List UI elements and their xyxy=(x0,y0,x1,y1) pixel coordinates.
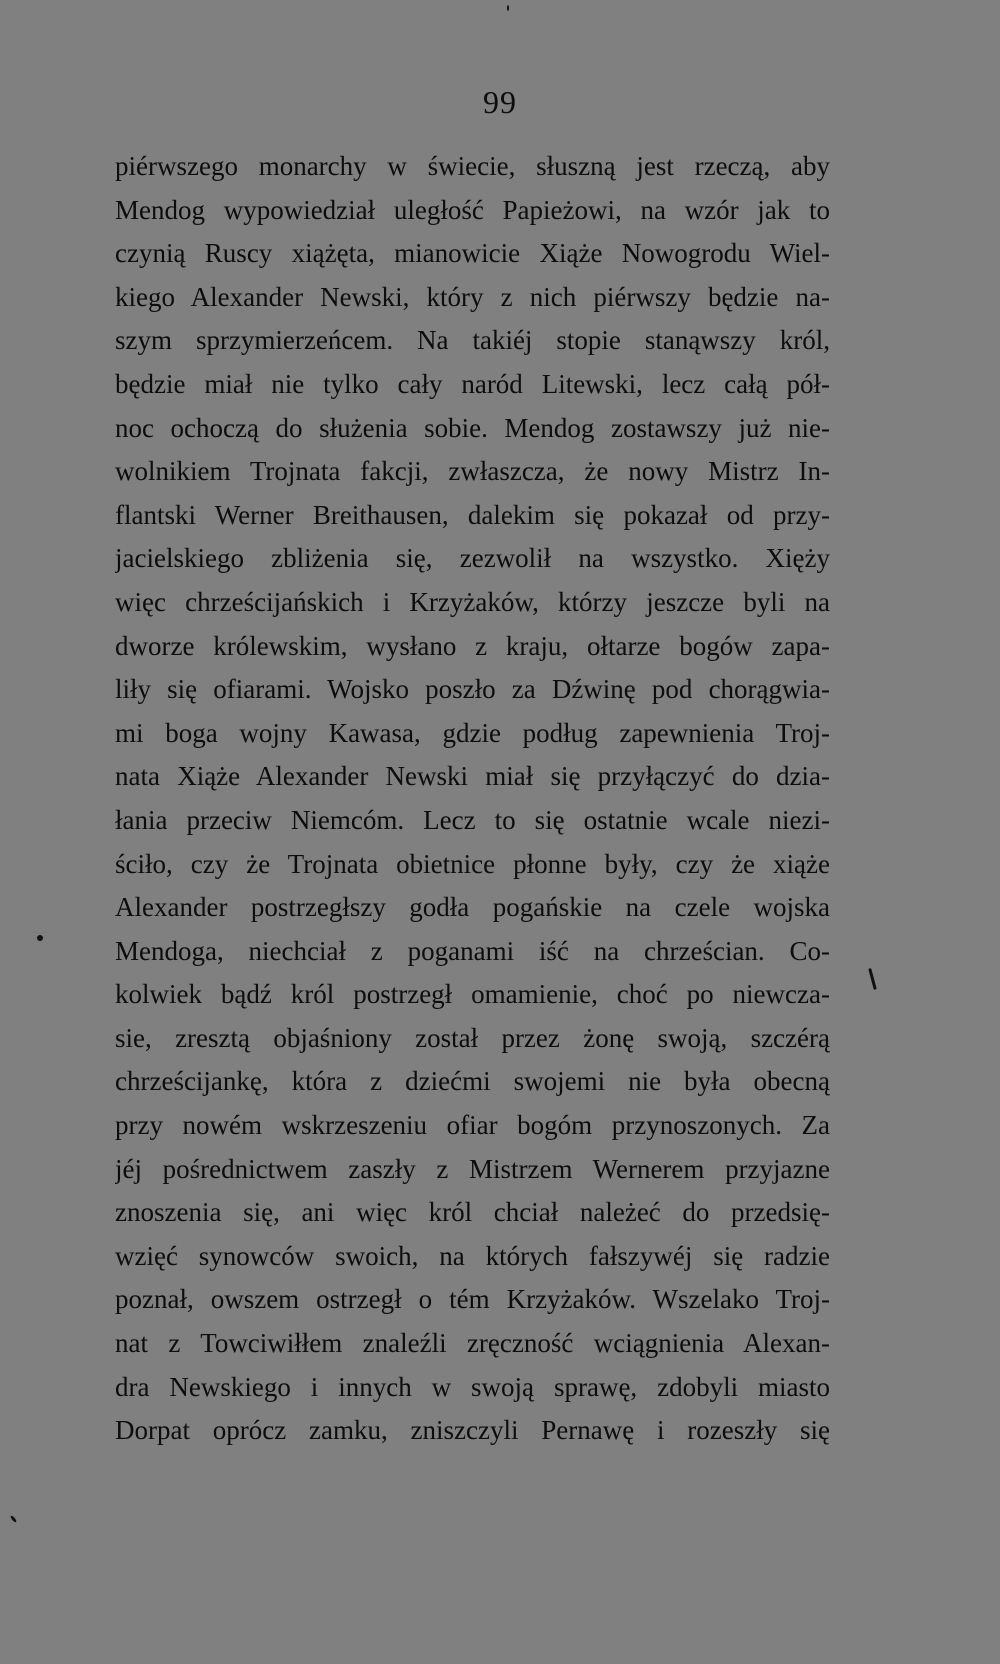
text-line: Mendog wypowiedział uległość Papieżowi, na wzór jak to xyxy=(115,194,830,225)
page-number: 99 xyxy=(483,84,517,120)
text-line: Mendoga, niechciał z poganami iść na chrześcian. Co- xyxy=(115,935,830,966)
text-line: jéj pośrednictwem zaszły z Mistrzem Wernerem przyjazne xyxy=(115,1153,830,1184)
scan-speck xyxy=(507,5,509,11)
scan-speck xyxy=(10,1515,17,1523)
text-line: Dorpat oprócz zamku, zniszczyli Pernawę i rozeszły się xyxy=(115,1415,830,1446)
text-line: dra Newskiego i innych w swoją sprawę, zdobyli miasto xyxy=(115,1371,830,1402)
text-line: liły się ofiarami. Wojsko poszło za Dźwinę pod chorągwia- xyxy=(115,674,830,705)
text-line: przy nowém wskrzeszeniu ofiar bogóm przynoszonych. Za xyxy=(115,1110,830,1141)
text-line: czynią Ruscy xiążęta, mianowicie Xiąże Nowogrodu Wiel- xyxy=(115,238,830,269)
text-line: kolwiek bądź król postrzegł omamienie, choć po niewcza- xyxy=(115,979,830,1010)
scan-speck xyxy=(868,968,877,990)
text-line: mi boga wojny Kawasa, gdzie podług zapewnienia Troj- xyxy=(115,717,830,748)
text-line: kiego Alexander Newski, który z nich piérwszy będzie na- xyxy=(115,281,830,312)
text-line: dworze królewskim, wysłano z kraju, ołtarze bogów zapa- xyxy=(115,630,830,661)
text-line: nata Xiąże Alexander Newski miał się przyłączyć do dzia- xyxy=(115,761,830,792)
text-line: wzięć synowców swoich, na których fałszywéj się radzie xyxy=(115,1240,830,1271)
text-line: noc ochoczą do służenia sobie. Mendog zostawszy już nie- xyxy=(115,412,830,443)
text-line: ściło, czy że Trojnata obietnice płonne były, czy że xiąże xyxy=(115,848,830,879)
text-line: Alexander postrzegłszy godła pogańskie na czele wojska xyxy=(115,892,830,923)
text-line: będzie miał nie tylko cały naród Litewski, lecz całą pół- xyxy=(115,368,830,399)
text-line: sie, zresztą objaśniony został przez żonę swoją, szczérą xyxy=(115,1022,830,1053)
text-line: flantski Werner Breithausen, dalekim się pokazał od przy- xyxy=(115,499,830,530)
body-text xyxy=(115,145,830,1453)
text-line: wolnikiem Trojnata fakcji, zwłaszcza, że nowy Mistrz In- xyxy=(115,456,830,487)
text-line: poznał, owszem ostrzegł o tém Krzyżaków. Wszelako Troj- xyxy=(115,1284,830,1315)
text-line: nat z Towciwiłłem znaleźli zręczność wciągnienia Alexan- xyxy=(115,1328,830,1359)
text-line: chrześcijankę, która z dziećmi swojemi nie była obecną xyxy=(115,1066,830,1097)
text-line: więc chrześcijańskich i Krzyżaków, którzy jeszcze byli na xyxy=(115,586,830,617)
text-line: piérwszego monarchy w świecie, słuszną jest rzeczą, aby xyxy=(115,151,830,181)
text-line: łania przeciw Niemcóm. Lecz to się ostatnie wcale niezi- xyxy=(115,804,830,835)
text-line: znoszenia się, ani więc król chciał należeć do przedsię- xyxy=(115,1197,830,1228)
scan-speck xyxy=(37,935,43,941)
text-line: jacielskiego zbliżenia się, zezwolił na wszystko. Xięży xyxy=(115,543,830,574)
text-line: szym sprzymierzeńcem. Na takiéj stopie stanąwszy król, xyxy=(115,325,830,356)
